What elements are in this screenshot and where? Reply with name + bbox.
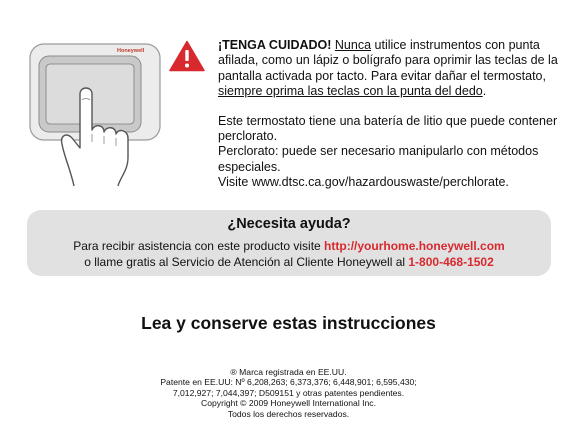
- warning-text: [218, 38, 558, 191]
- help-line-2: [27, 254, 551, 270]
- read-and-keep-heading: Lea y conserve estas instrucciones: [141, 313, 436, 333]
- battery-line-2: Perclorato: puede ser necesario manipularlo con métodos especiales.: [218, 144, 539, 174]
- legal-line-1: ® Marca registrada en EE.UU.: [230, 367, 347, 377]
- legal-line-5: Todos los derechos reservados.: [227, 408, 350, 419]
- legal-line-3: 7,012,927; 7,044,397; D509151 y otras patentes pendientes.: [172, 387, 405, 398]
- never-word: Nunca: [334, 38, 372, 52]
- help-line-2-text: o llame gratis al Servicio de Atención al Cliente Honeywell al: [84, 255, 409, 269]
- legal-notice: [0, 367, 577, 419]
- help-box: [27, 210, 551, 276]
- help-line-1: [27, 238, 551, 254]
- thermostat-finger-illustration: [22, 38, 172, 188]
- battery-line-3: Visite www.dtsc.ca.gov/hazardouswaste/perchlorate.: [218, 175, 509, 190]
- battery-line-1: Este termostato tiene una batería de litio que puede contener perclorato.: [218, 113, 558, 144]
- support-phone-number: 1-800-468-1502: [408, 255, 494, 269]
- legal-line-4: Copyright © 2009 Honeywell International Inc.: [201, 398, 376, 409]
- warning-heading: ¡TENGA CUIDADO!: [218, 38, 332, 52]
- warning-body: utilice instrumentos con punta afilada, como un lápiz o bolígrafo para oprimir las teclas de la pantalla activada por tacto. Para evitar dañar el termostato,: [218, 38, 558, 83]
- honeywell-logo: Honeywell: [117, 48, 145, 54]
- help-line-1-text: Para recibir asistencia con este producto visite: [73, 239, 325, 253]
- warning-underlined-instruction: siempre oprima las teclas con la punta del dedo: [218, 84, 483, 99]
- legal-line-2: Patente en EE.UU: Nº 6,208,263; 6,373,376; 6,448,901; 6,595,430;: [160, 377, 417, 388]
- help-title: ¿Necesita ayuda?: [227, 216, 351, 232]
- warning-icon: [169, 40, 205, 72]
- warning-period: .: [482, 84, 487, 99]
- warning-paragraph: [218, 38, 558, 100]
- support-url-link[interactable]: http://yourhome.honeywell.com: [324, 239, 505, 253]
